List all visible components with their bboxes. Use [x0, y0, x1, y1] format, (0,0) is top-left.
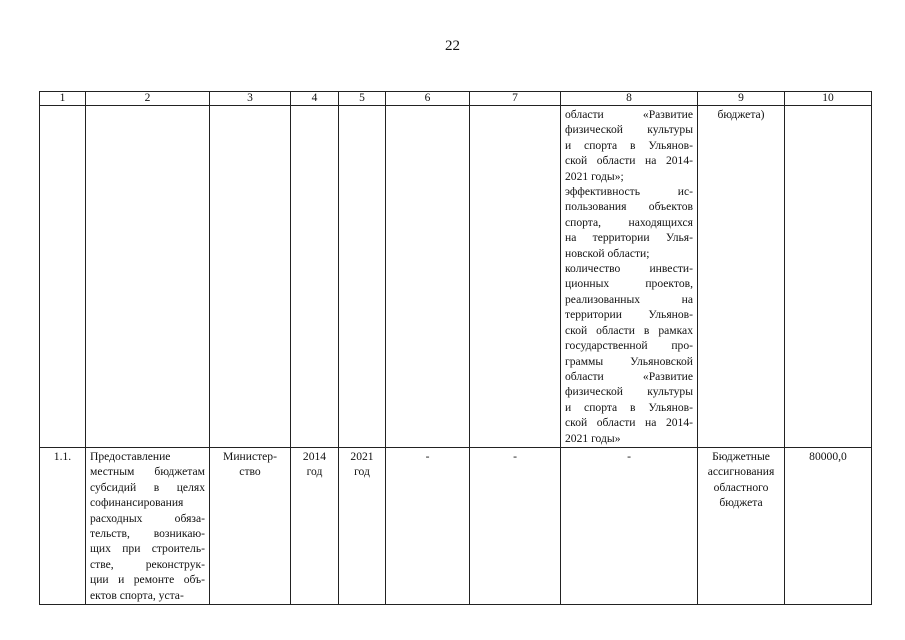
indicator-line: области «Развитие [565, 369, 693, 383]
indicator-line: и спорта в Ульянов- [565, 400, 693, 414]
item-number: 1.1. [40, 447, 86, 604]
indicator-line: 2021 годы»; [565, 169, 624, 183]
indicator-line: новской области; [565, 246, 650, 260]
column-header-9: 9 [698, 92, 785, 106]
indicator-line: граммы Ульяновской [565, 354, 693, 368]
item-amount: 80000,0 [785, 447, 872, 604]
description-line: ектов спорта, уста- [90, 588, 184, 602]
description-line: субсидий в целях [90, 480, 205, 494]
indicator-line: на территории Улья- [565, 231, 693, 245]
indicator-text [565, 107, 693, 446]
executor-line-2: ство [239, 465, 261, 479]
column-header-5: 5 [339, 92, 386, 106]
page-number: 22 [445, 38, 460, 54]
indicator-line: области «Развитие [565, 108, 693, 121]
description-line: Предоставление [90, 449, 171, 463]
item-col6: - [386, 447, 470, 604]
column-number-row [40, 92, 872, 106]
end-year-value: 2021 [350, 449, 374, 463]
indicator-line: ской области в рамках [565, 323, 693, 337]
description-line: щих при строитель- [90, 542, 205, 556]
cont-cell-indicators [561, 106, 698, 448]
continuation-row [40, 106, 872, 448]
description-line: тельств, возникаю- [90, 526, 205, 540]
item-executor [210, 447, 291, 604]
description-line: ции и ремонте объ- [90, 573, 205, 587]
cont-cell-source: бюджета) [698, 106, 785, 448]
source-line-3: областного [713, 480, 769, 494]
cont-cell-7 [470, 106, 561, 448]
start-year-unit: год [306, 465, 323, 479]
source-line-2: ассигнования [707, 465, 775, 479]
item-description-text [90, 449, 205, 603]
start-year-value: 2014 [302, 449, 327, 463]
cont-cell-2 [86, 106, 210, 448]
cont-cell-6 [386, 106, 470, 448]
source-line-1: Бюджетные [712, 449, 770, 463]
description-line: расходных обяза- [90, 511, 205, 525]
indicator-line: и спорта в Ульянов- [565, 138, 693, 152]
column-header-4: 4 [291, 92, 339, 106]
item-description [86, 447, 210, 604]
cont-cell-10 [785, 106, 872, 448]
column-header-3: 3 [210, 92, 291, 106]
indicator-line: физической культуры [565, 385, 693, 399]
item-col7: - [470, 447, 561, 604]
indicator-line: спорта, находящихся [565, 215, 693, 229]
table-row [40, 447, 872, 604]
indicator-line: эффективность ис- [565, 185, 693, 199]
indicator-line: ской области на 2014- [565, 416, 693, 430]
description-line: софинансирования [90, 496, 184, 510]
indicator-line: количество инвести- [565, 262, 693, 276]
column-header-10: 10 [785, 92, 872, 106]
column-header-6: 6 [386, 92, 470, 106]
executor-line-1: Министер- [223, 449, 277, 463]
indicator-line: 2021 годы» [565, 431, 621, 445]
indicator-line: реализованных на [565, 292, 693, 306]
indicator-line: ской области на 2014- [565, 154, 693, 168]
cont-cell-5 [339, 106, 386, 448]
end-year-unit: год [354, 465, 370, 479]
program-table [39, 91, 872, 605]
item-end-year [339, 447, 386, 604]
indicator-line: пользования объектов [565, 200, 693, 214]
cont-cell-1 [40, 106, 86, 448]
column-header-1: 1 [40, 92, 86, 106]
cont-cell-4 [291, 106, 339, 448]
column-header-2: 2 [86, 92, 210, 106]
cont-cell-3 [210, 106, 291, 448]
indicator-line: физической культуры [565, 123, 693, 137]
column-header-8: 8 [561, 92, 698, 106]
indicator-line: ционных проектов, [565, 277, 693, 291]
description-line: стве, реконструк- [90, 557, 205, 571]
item-start-year [291, 447, 339, 604]
indicator-line: территории Ульянов- [565, 308, 693, 322]
source-line-4: бюджета [719, 496, 763, 510]
description-line: местным бюджетам [90, 465, 205, 479]
column-header-7: 7 [470, 92, 561, 106]
item-col8: - [561, 447, 698, 604]
indicator-line: государственной про- [565, 339, 693, 353]
item-funding-source [698, 447, 785, 604]
